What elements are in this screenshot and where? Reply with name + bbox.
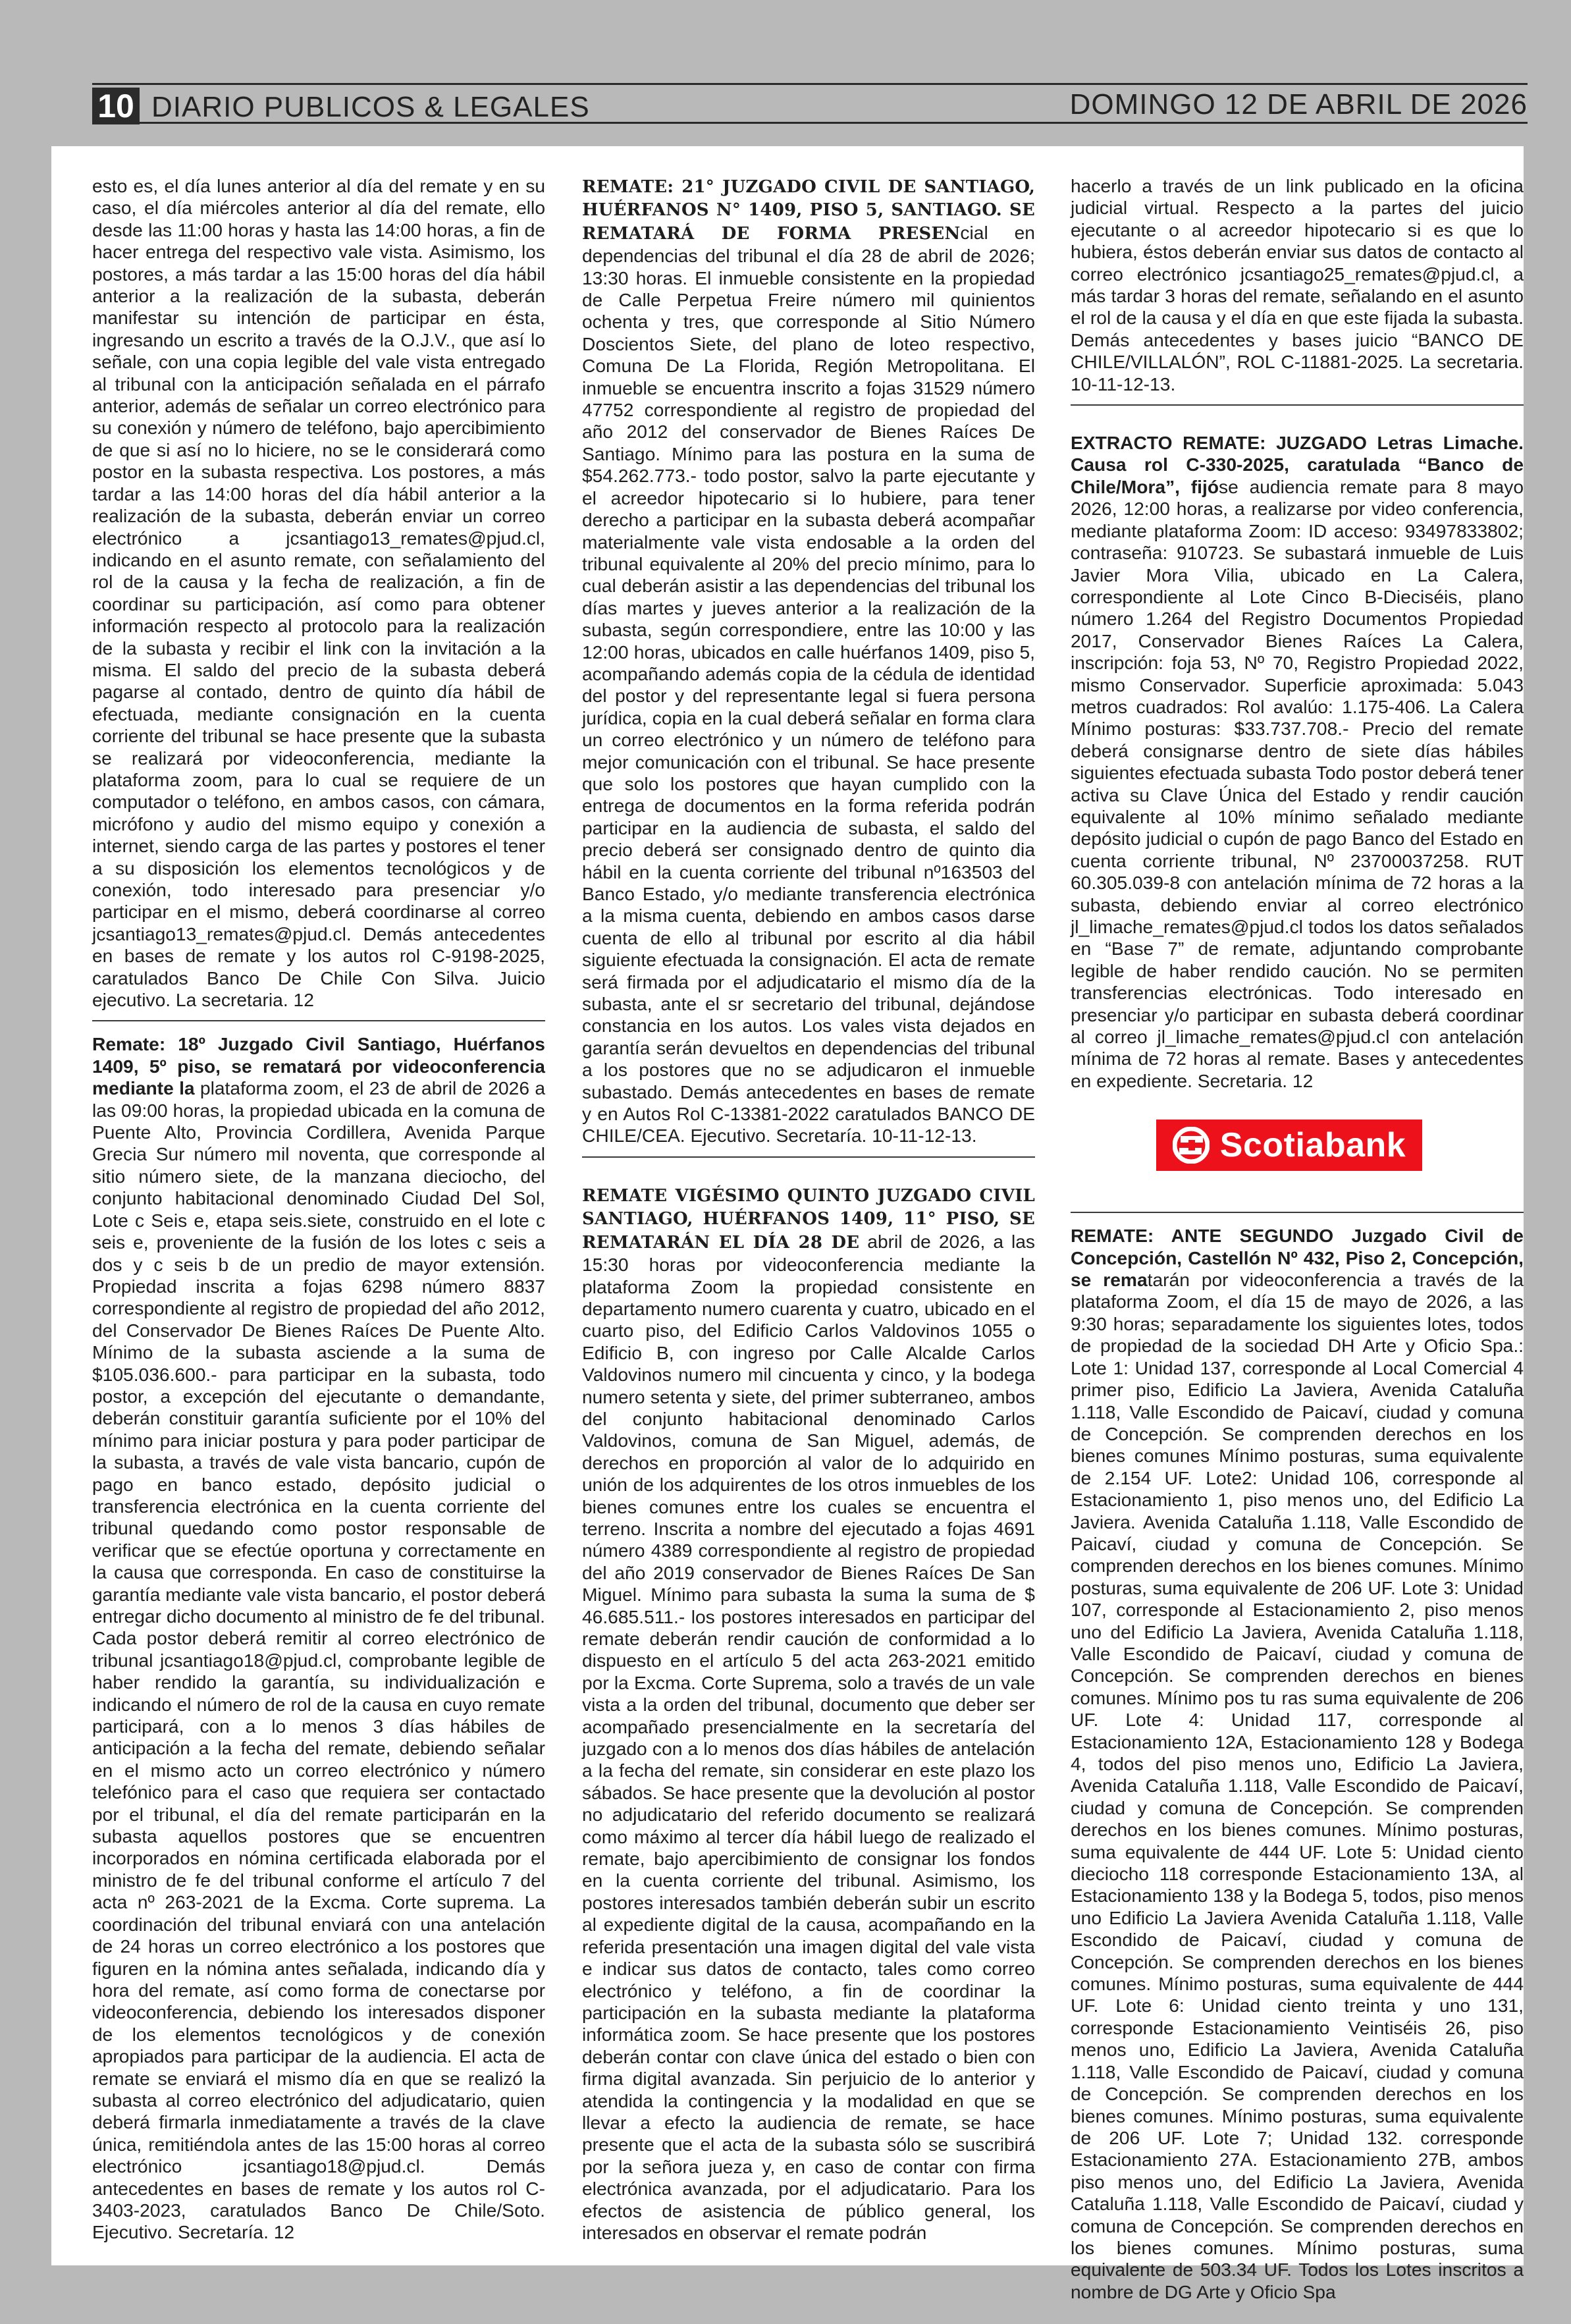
page-header [92, 83, 1528, 124]
column-2 [582, 175, 1035, 2265]
legal-notice [1071, 175, 1524, 406]
legal-notice [1071, 432, 1524, 1101]
notice-heading: REMATE VIGÉSIMO QUINTO JUZGADO CIVIL SANTIAGO, HUÉRFANOS 1409, 11° PISO, SE REMATARÁN EL DÍA 28 DE [582, 1185, 1035, 1253]
legal-notice [92, 1033, 545, 2252]
notice-heading: REMATE: ANTE SEGUNDO Juzgado Civil de Concepción, Castellón Nº 432, Piso 2, Concepción, se rema [1071, 1225, 1524, 1291]
notice-body: tarán por videoconferencia a través de la plataforma Zoom, el día 15 de mayo de 2026, a las 9:30 horas; separadamente los siguientes lotes, todos de propiedad de la sociedad DH Arte y Oficio Spa.: Lote 1: Unidad 137, corresponde al Local Comercial 4 primer piso, Edificio La Javiera, Avenida Cataluña 1.118, Valle Escondido de Paicaví, ciudad y comuna de Concepción. Se comprenden derechos en los bienes comunes Mínimo posturas, suma equivalente de 2.154 UF. Lote2: Unidad 106, corresponde al Estacionamiento 1, piso menos uno, del Edificio La Javiera. Avenida Cataluña 1.118, Valle Escondido de Paicaví, ciudad y comuna de Concepción. Se comprenden derechos en los bienes comunes. Mínimo posturas, suma equivalente de 206 UF. Lote 3: Unidad 107, corresponde al Estacionamiento 2, piso menos uno del Edificio La Javiera, Avenida Cataluña 1.118, Valle Escondido de Paicaví, ciudad y comuna de Concepción. Se comprenden derechos en bienes comunes. Mínimo pos tu ras suma equivalente de 206 UF. Lote 4: Unidad 117, corresponde al Estacionamiento 12A, Estacionamiento 128 y Bodega 4, todos del piso menos uno, Edificio La Javiera, Avenida Cataluña 1.118, Valle Escondido de Paicaví, ciudad y comuna de Concepción. Se comprenden derechos en los bienes comunes. Mínimo posturas, suma equivalente de 444 UF. Lote 5: Unidad ciento dieciocho 118 corresponde Estacionamiento 13A, al Estacionamiento 138 y la Bodega 5, todos, piso menos uno Edificio La Javiera Avenida Cataluña 1.118, Valle Escondido de Paicaví, ciudad y comuna de Concepción. Se comprenden derechos en los bienes comunes. Mínimo posturas, suma equivalente de 444 UF. Lote 6: Unidad ciento treinta y uno 131, corresponde Estacionamiento Veintiséis 26, piso menos uno, Edificio La Javiera, Avenida Cataluña 1.118, Valle Escondido de Paicaví, ciudad y comuna de Concepción. Se comprenden derechos en los bienes comunes. Mínimo posturas, suma equivalente de 206 UF. Lote 7; Unidad 132. corresponde Estacionamiento 27A. Estacionamiento 27B, ambos piso menos uno, del Edificio La Javiera, Avenida Cataluña 1.118, Valle Escondido de Paicaví, ciudad y comuna de Concepción. Se comprenden derechos en los bienes comunes. Mínimo posturas, suma equivalente de 503.34 UF. Todos los Lotes inscritos a nombre de DG Arte y Oficio Spa [1071, 1269, 1524, 2302]
scotiabank-logo [1156, 1120, 1422, 1171]
notice-body: se audiencia remate para 8 mayo 2026, 12:00 horas, a realizarse por video conferencia, mediante plataforma Zoom: ID acceso: 93497833802; contraseña: 910723. Se subastará inmueble de Luis Javier Mora Vilia, ubicado en La Calera, correspondiente al Lote Cinco B-Dieciséis, plano número 1.264 del Registro Documentos Propiedad 2017, Conservador Bienes Raíces La Calera, inscripción: foja 53, Nº 70, Registro Propiedad 2022, mismo Conservador. Superficie aproximada: 5.043 metros cuadrados: Rol avalúo: 1.175-406. La Calera Mínimo posturas: $33.737.708.- Precio del remate deberá consignarse dentro de siete días hábiles siguientes efectuada subasta Todo postor deberá tener activa su Clave Única del Estado y rendir caución equivalente al 10% mínimo señalado mediante depósito judicial o cupón de pago Banco del Estado en cuenta corriente tribunal, Nº 23700037258. RUT 60.305.039-8 con antelación mínima de 72 horas a la subasta, debiendo enviar al correo electrónico jl_limache_remates@pjud.cl todos los datos señalados en “Base 7” de remate, adjuntando comprobante legible de haber rendido caución. No se permiten transferencias electrónicas. Todo interesado en presenciar y/o participar en subasta deberá coordinar al correo jl_limache_remates@pjud.cl con antelación mínima de 72 horas al remate. Bases y antecedentes en expediente. Secretaria. 12 [1071, 475, 1524, 1091]
column-1 [92, 175, 545, 2265]
legal-notice [92, 175, 545, 1021]
notice-body: esto es, el día lunes anterior al día del remate y en su caso, el día miércoles anterior al día del remate, ello desde las 11:00 horas y hasta las 14:00 horas, a fin de hacer entrega del respectivo vale vista. Asimismo, los postores, a más tardar a las 15:00 horas del día hábil anterior a la realización de la subasta, deberán manifestar su intención de participar en ésta, ingresando un escrito a través de la O.J.V., que así lo señale, con una copia legible del vale vista entregado al tribunal con la anticipación señalada en el párrafo anterior, además de señalar un correo electrónico para su conexión y número de teléfono, bajo apercibimiento de que si así no lo hiciere, no se le considerará como postor en la subasta respectiva. Los postores, a más tardar a las 14:00 horas del día hábil anterior a la realización de la subasta, deberán enviar un correo electrónico a jcsantiago13_remates@pjud.cl, indicando en el asunto remate, con señalamiento del rol de la causa y la fecha de realización, a fin de coordinar su participación, así como para obtener información respecto al protocolo para la realización de la subasta y recibir el link con la invitación a la misma. El saldo del precio de la subasta deberá pagarse al contado, dentro de quinto día hábil de efectuada, mediante consignación en la cuenta corriente del tribunal se hace presente que la subasta se realizará por videoconferencia, mediante la plataforma zoom, para lo cual se requiere de un computador o teléfono, en ambos casos, con cámara, micrófono y audio del mismo equipo y conexión a internet, siendo carga de las partes y postores el tener a su disposición los elementos tecnológicos y de conexión, todo interesado para presenciar y/o participar en el mismo, deberá coordinarse al correo jcsantiago13_remates@pjud.cl. Demás antecedentes en bases de remate y los autos rol C-9198-2025, caratulados Banco De Chile Con Silva. Juicio ejecutivo. La secretaria. 12 [92, 175, 545, 1011]
legal-notice [582, 1184, 1035, 2254]
legal-notice [1071, 1225, 1524, 2312]
issue-date: DOMINGO 12 DE ABRIL DE 2026 [1069, 88, 1528, 121]
scotiabank-s-icon [1173, 1127, 1210, 1164]
spacer [582, 1170, 1035, 1184]
page-number: 10 [92, 88, 140, 124]
brand-name: Scotiabank [1219, 1125, 1406, 1164]
notice-heading: REMATE: 21° JUZGADO CIVIL DE SANTIAGO, HUÉRFANOS N° 1409, PISO 5, SANTIAGO. SE REMATARÁ DE FORMA PRESEN [582, 177, 1035, 244]
notice-body: abril de 2026, a las 15:30 horas por videoconferencia mediante la plataforma Zoom la propiedad consistente en departamento numero cuarenta y cuatro, ubicado en el cuarto piso, del Edificio Carlos Valdovinos 1055 o Edificio B, con ingreso por Calle Alcalde Carlos Valdovinos numero mil cincuenta y cinco, y la bodega numero setenta y siete, del primer subterraneo, ambos del conjunto habitacional denominado Carlos Valdovinos, comuna de San Miguel, además, de derechos en proporción al valor de lo adquirido en unión de los adquirentes de los otros inmuebles de los bienes comunes entre los cuales se encuentra el terreno. Inscrita a nombre del ejecutado a fojas 4691 número 4389 correspondiente al registro de propiedad del año 2019 conservador de Bienes Raíces De San Miguel. Mínimo para subasta la suma la suma de $ 46.685.511.- los postores interesados en participar del remate deberán rendir caución de conformidad a lo dispuesto en el artículo 5 del acta 263-2021 emitido por la Excma. Corte Suprema, solo a través de un vale vista a la orden del tribunal, documento que deber ser acompañado presencialmente en la secretaría del juzgado con a lo menos dos días hábiles de antelación a la fecha del remate, sin considerar en este plazo los sábados. Se hace presente que la devolución al postor no adjudicatario del referido documento se realizará como máximo al tercer día hábil luego de realizado el remate, bajo apercibimiento de consignar los fondos en la cuenta corriente del tribunal. Asimismo, los postores interesados también deberán subir un escrito al expediente digital de la causa, acompañando en la referida presentación una imagen digital del vale vista e indicar sus datos de contacto, tales como correo electrónico y teléfono, a fin de coordinar la participación en la subasta mediante la plataforma informática zoom. Se hace presente que los postores deberán contar con clave única del estado o bien con firma digital avanzada. Sin perjuicio de lo anterior y atendida la contingencia y la modalidad en que se llevar a efecto la audiencia de remate, se hace presente que el acta de la subasta sólo se suscribirá por la señora jueza y, en caso de contar con firma electrónica avanzada, por el adjudicatario. Para los efectos de asistencia de público general, los interesados en observar el remate podrán [582, 1230, 1036, 2243]
page-content [51, 146, 1524, 2302]
advert [1071, 1113, 1524, 1213]
notice-heading: EXTRACTO REMATE: JUZGADO Letras Limache. Causa rol C-330-2025, caratulada “Banco de Chile/Mora”, fijó [1071, 432, 1524, 497]
notice-body: cial en dependencias del tribunal el día 28 de abril de 2026; 13:30 horas. El inmueble consistente en la propiedad de Calle Perpetua Freire número mil quinientos ochenta y tres, que corresponde al Sitio Número Doscientos Siete, del plano de loteo respectivo, Comuna De La Florida, Región Metropolitana. El inmueble se encuentra inscrito a fojas 31529 número 47752 correspondiente al registro de propiedad del año 2012 del conservador de Bienes Raíces De Santiago. Mínimo para las postura en la suma de $54.262.773.- todo postor, salvo la parte ejecutante y el acreedor hipotecario si lo hubiere, para tener derecho a participar en la subasta deberá acompañar materialmente vale vista endosable a la orden del tribunal equivalente al 20% del precio mínimo, para lo cual deberán asistir a las dependencias del tribunal los días martes y jueves anterior a la realización de la subasta, según correspondiere, entre las 10:00 y las 12:00 horas, ubicados en calle huérfanos 1409, piso 5, acompañando además copia de la cédula de identidad del postor y del representante legal si fuera persona jurídica, copia en la cual deberá señalar en forma clara un correo electrónico y un número de teléfono para mejor comunicación con el tribunal. Se hace presente que solo los postores que hayan cumplido con la entrega de documentos en la forma referida podrán participar en la audiencia de subasta, el saldo del precio deberá ser consignado dentro de quinto dia hábil en la cuenta corriente del tribunal nº163503 del Banco Estado, y/o mediante transferencia electrónica a la misma cuenta, debiendo en ambos casos darse cuenta de ello al tribunal por escrito al dia hábil siguiente efectuada la consignación. El acta de remate será firmada por el adjudicatario el mismo día de la subasta, ante el sr secretario del tribunal, dejándose constancia en los autos. Los vales vista dejados en garantía serán devueltos en dependencias del tribunal a los postores que no se adjudicaron el inmueble subastado. Demás antecedentes en bases de remate y en Autos Rol C-13381-2022 caratulados BANCO DE CHILE/CEA. Ejecutivo. Secretaría. 10-11-12-13. [582, 221, 1035, 1147]
newspaper-name: DIARIO PUBLICOS & LEGALES [151, 91, 590, 123]
legal-notice [582, 175, 1035, 1158]
spacer [1071, 418, 1524, 432]
notice-body: plataforma zoom, el 23 de abril de 2026 a las 09:00 horas, la propiedad ubicada en la comuna de Puente Alto, Provincia Cordillera, Avenida Parque Grecia Sur número mil noventa, que corresponde al sitio número siete, de la manzana dieciocho, del conjunto habitacional denominado Ciudad Del Sol, Lote c Seis e, etapa seis.siete, construido en el lote c seis e, proveniente de la fusión de los lotes c seis a dos y c seis b de un predio de mayor extensión. Propiedad inscrita a fojas 6298 número 8837 correspondiente al registro de propiedad del año 2012, del Conservador De Bienes Raíces De Puente Alto. Mínimo de la subasta asciende a la suma de $105.036.600.- para participar en la subasta, todo postor, a excepción del ejecutante o demandante, deberán constituir garantía suficiente por el 10% del mínimo para iniciar postura y para poder participar de la subasta, a través de vale vista bancario, cupón de pago en banco estado, depósito judicial o transferencia electrónica en la cuenta corriente del tribunal quedando como postor responsable de verificar que se efectúe oportuna y correctamente en la causa que corresponda. En caso de constituirse la garantía mediante vale vista bancario, el postor deberá entregar dicho documento al ministro de fe del tribunal. Cada postor deberá remitir al correo electrónico de tribunal jcsantiago18@pjud.cl, comprobante legible de haber rendido la garantía, su individualización e indicando el número de rol de la causa en cuyo remate participará, con a lo menos 3 días hábiles de anticipación a la fecha del remate, debiendo señalar en el mismo acto un correo electrónico y número telefónico para el caso que requiera ser contactado por el tribunal, el día del remate participarán en la subasta aquellos postores que se encuentren incorporados en nómina certificada elaborada por el ministro de fe del tribunal conforme el artículo 7 del acta nº 263-2021 de la Excma. Corte suprema. La coordinación del tribunal enviará con una antelación de 24 horas un correo electrónico a los postores que figuren en la nómina antes señalada, indicando día y hora del remate, así como forma de conectarse por videoconferencia, debiendo los interesados disponer de los elementos tecnológicos y de conexión apropiados para participar de la audiencia. El acta de remate se enviará el mismo día en que se realizó la subasta al correo electrónico del adjudicatario, quien deberá firmarla inmediatamente a través de la clave única, remitiéndola antes de las 15:00 horas al correo electrónico jcsantiago18@pjud.cl. Demás antecedentes en bases de remate y los autos rol C-3403-2023, caratulados Banco De Chile/Soto. Ejecutivo. Secretaría. 12 [92, 1077, 545, 2243]
column-3 [1071, 175, 1524, 2324]
notice-heading: Remate: 18º Juzgado Civil Santiago, Huérfanos 1409, 5º piso, se rematará por videoconferencia mediante la [92, 1033, 545, 1099]
notice-body: hacerlo a través de un link publicado en la oficina judicial virtual. Respecto a la partes del juicio ejecutante o al acreedor hipotecario si es que lo hubiera, éstos deberán enviar sus datos de contacto al correo electrónico jcsantiago25_remates@pjud.cl, a más tardar 3 horas del remate, señalando en el asunto el rol de la causa y el día en que este fijada la subasta. Demás antecedentes y bases juicio “BANCO DE CHILE/VILLALÓN”, ROL C-11881-2025. La secretaria. 10-11-12-13. [1071, 175, 1524, 394]
